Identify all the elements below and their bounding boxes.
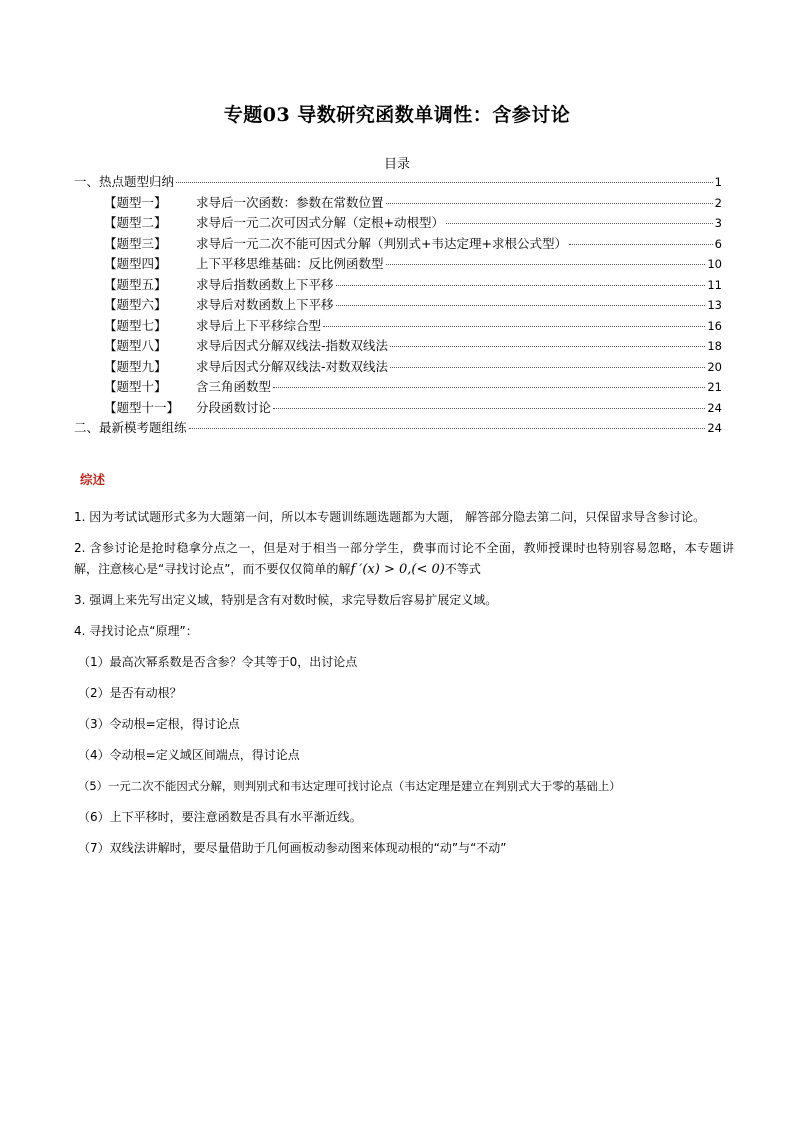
toc-entry-tag: 【题型八】 [104, 338, 167, 353]
toc-entry-tag: 【题型十】 [104, 379, 167, 394]
toc-entry[interactable] [74, 275, 722, 296]
toc-entry[interactable] [74, 336, 722, 357]
toc-entry[interactable] [74, 234, 722, 255]
toc-dot-leader [273, 387, 705, 388]
principle-item: （7）双线法讲解时，要尽量借助于几何画板动参动图来体现动根的“动”与“不动” [78, 841, 507, 855]
toc-entry-page: 6 [714, 236, 722, 251]
paragraph-2-text: 2. 含参讨论是抢时稳拿分点之一，但是对于相当一部分学生，费事而讨论不全面，教师授课时也特别容易忽略，本专题讲解，注意核心是“寻找讨论点”，而不要仅仅简单的解 [74, 541, 734, 576]
toc-heading: 目录 [383, 157, 410, 172]
toc-entry-tag: 【题型九】 [104, 358, 167, 374]
toc-entry[interactable] [74, 357, 722, 378]
toc-entry[interactable] [74, 377, 722, 398]
principle-item: （4）令动根=定义域区间端点，得讨论点 [78, 748, 300, 762]
summary-paragraph-2 [74, 538, 734, 580]
toc-entry-tag: 【题型十一】 [104, 399, 180, 415]
toc-dot-leader [273, 408, 705, 409]
toc-dot-leader [176, 182, 713, 183]
principle-item: （3）令动根=定根，得讨论点 [78, 717, 240, 731]
principle-item: （2）是否有动根？ [78, 686, 182, 700]
toc-dot-leader [336, 305, 706, 306]
toc-entry-page: 16 [707, 318, 722, 333]
toc-dot-leader [336, 285, 706, 286]
toc-entry-tag: 【题型四】 [104, 256, 167, 271]
toc-dot-leader [446, 223, 713, 224]
toc-entry-label: 求导后上下平移综合型 [196, 317, 322, 333]
toc-entry-page: 11 [707, 277, 722, 292]
toc-dot-leader [569, 244, 713, 245]
toc-entry[interactable] [74, 193, 722, 214]
toc-entry[interactable] [74, 172, 722, 193]
summary-heading: 综述 [80, 472, 106, 487]
toc-entry-label: 上下平移思维基础：反比例函数型 [196, 256, 384, 271]
toc-entry-label: 求导后因式分解双线法-对数双线法 [196, 358, 389, 374]
toc-entry[interactable] [74, 398, 722, 419]
document-title: 专题03 导数研究函数单调性：含参讨论 [223, 104, 571, 126]
principle-item: （1）最高次幂系数是否含参？令其等于0，出讨论点 [78, 655, 358, 669]
toc-dot-leader [390, 367, 705, 368]
toc-entry-tag: 【题型一】 [104, 194, 167, 210]
toc-entry-label: 求导后一元二次可因式分解（定根+动根型） [196, 215, 444, 230]
toc-entry-tag: 【题型三】 [104, 235, 167, 251]
toc-dot-leader [386, 264, 706, 265]
summary-paragraph-4: 4. 寻找讨论点“原理”： [74, 624, 198, 638]
toc-entry-label: 二、最新模考题组练 [74, 420, 187, 435]
toc-entry-label: 求导后对数函数上下平移 [196, 297, 334, 312]
toc-entry[interactable] [74, 254, 722, 275]
principle-item: （6）上下平移时，要注意函数是否具有水平渐近线。 [78, 810, 362, 824]
toc-entry-page: 1 [714, 175, 722, 189]
toc-entry-label: 求导后一元二次不能可因式分解（判别式+韦达定理+求根公式型） [196, 235, 567, 251]
toc-entry-tag: 【题型六】 [104, 297, 167, 312]
toc-entry-tag: 【题型二】 [104, 215, 167, 230]
toc-entry-label: 含三角函数型 [196, 379, 272, 394]
toc-entry[interactable] [74, 418, 722, 439]
toc-entry-page: 18 [707, 339, 722, 353]
toc-entry-page: 10 [707, 257, 722, 271]
paragraph-2-suffix: 不等式 [444, 562, 481, 576]
summary-section [74, 470, 734, 869]
toc-entry-tag: 【题型五】 [104, 276, 167, 292]
toc-dot-leader [386, 203, 713, 204]
toc-entry-page: 13 [707, 298, 722, 312]
toc-entry-label: 一、热点题型归纳 [74, 174, 175, 189]
principle-item: （5）一元二次不能因式分解，则判别式和韦达定理可找讨论点（韦达定理是建立在判别式大于零的基础上） [78, 779, 621, 793]
toc-entry[interactable] [74, 213, 722, 234]
toc-entry-tag: 【题型七】 [104, 317, 167, 333]
toc-entry-label: 求导后因式分解双线法-指数双线法 [196, 338, 389, 353]
toc-entry-label: 求导后一次函数：参数在常数位置 [196, 194, 384, 210]
toc-entry-page: 3 [714, 216, 722, 230]
toc-entry[interactable] [74, 295, 722, 316]
toc-entry-page: 20 [707, 359, 722, 374]
toc-dot-leader [390, 346, 705, 347]
toc-entry-page: 2 [714, 195, 722, 210]
toc-entry-page: 21 [707, 380, 722, 394]
toc-entry[interactable] [74, 316, 722, 337]
toc-entry-label: 求导后指数函数上下平移 [196, 276, 334, 292]
summary-paragraph-1: 1. 因为考试试题形式多为大题第一问，所以本专题训练题选题都为大题， 解答部分隐去第二问，只保留求导含参讨论。 [74, 510, 706, 524]
toc-entry-page: 24 [707, 400, 722, 415]
toc-entry-label: 分段函数讨论 [196, 399, 272, 415]
toc-entry-page: 24 [707, 421, 722, 435]
toc-dot-leader [323, 326, 705, 327]
summary-paragraph-3: 3. 强调上来先写出定义域，特别是含有对数时候，求完导数后容易扩展定义域。 [74, 593, 498, 607]
derivative-inequality-formula: f ′(x) > 0,(< 0) [350, 562, 445, 577]
table-of-contents [74, 172, 722, 439]
toc-dot-leader [189, 428, 706, 429]
